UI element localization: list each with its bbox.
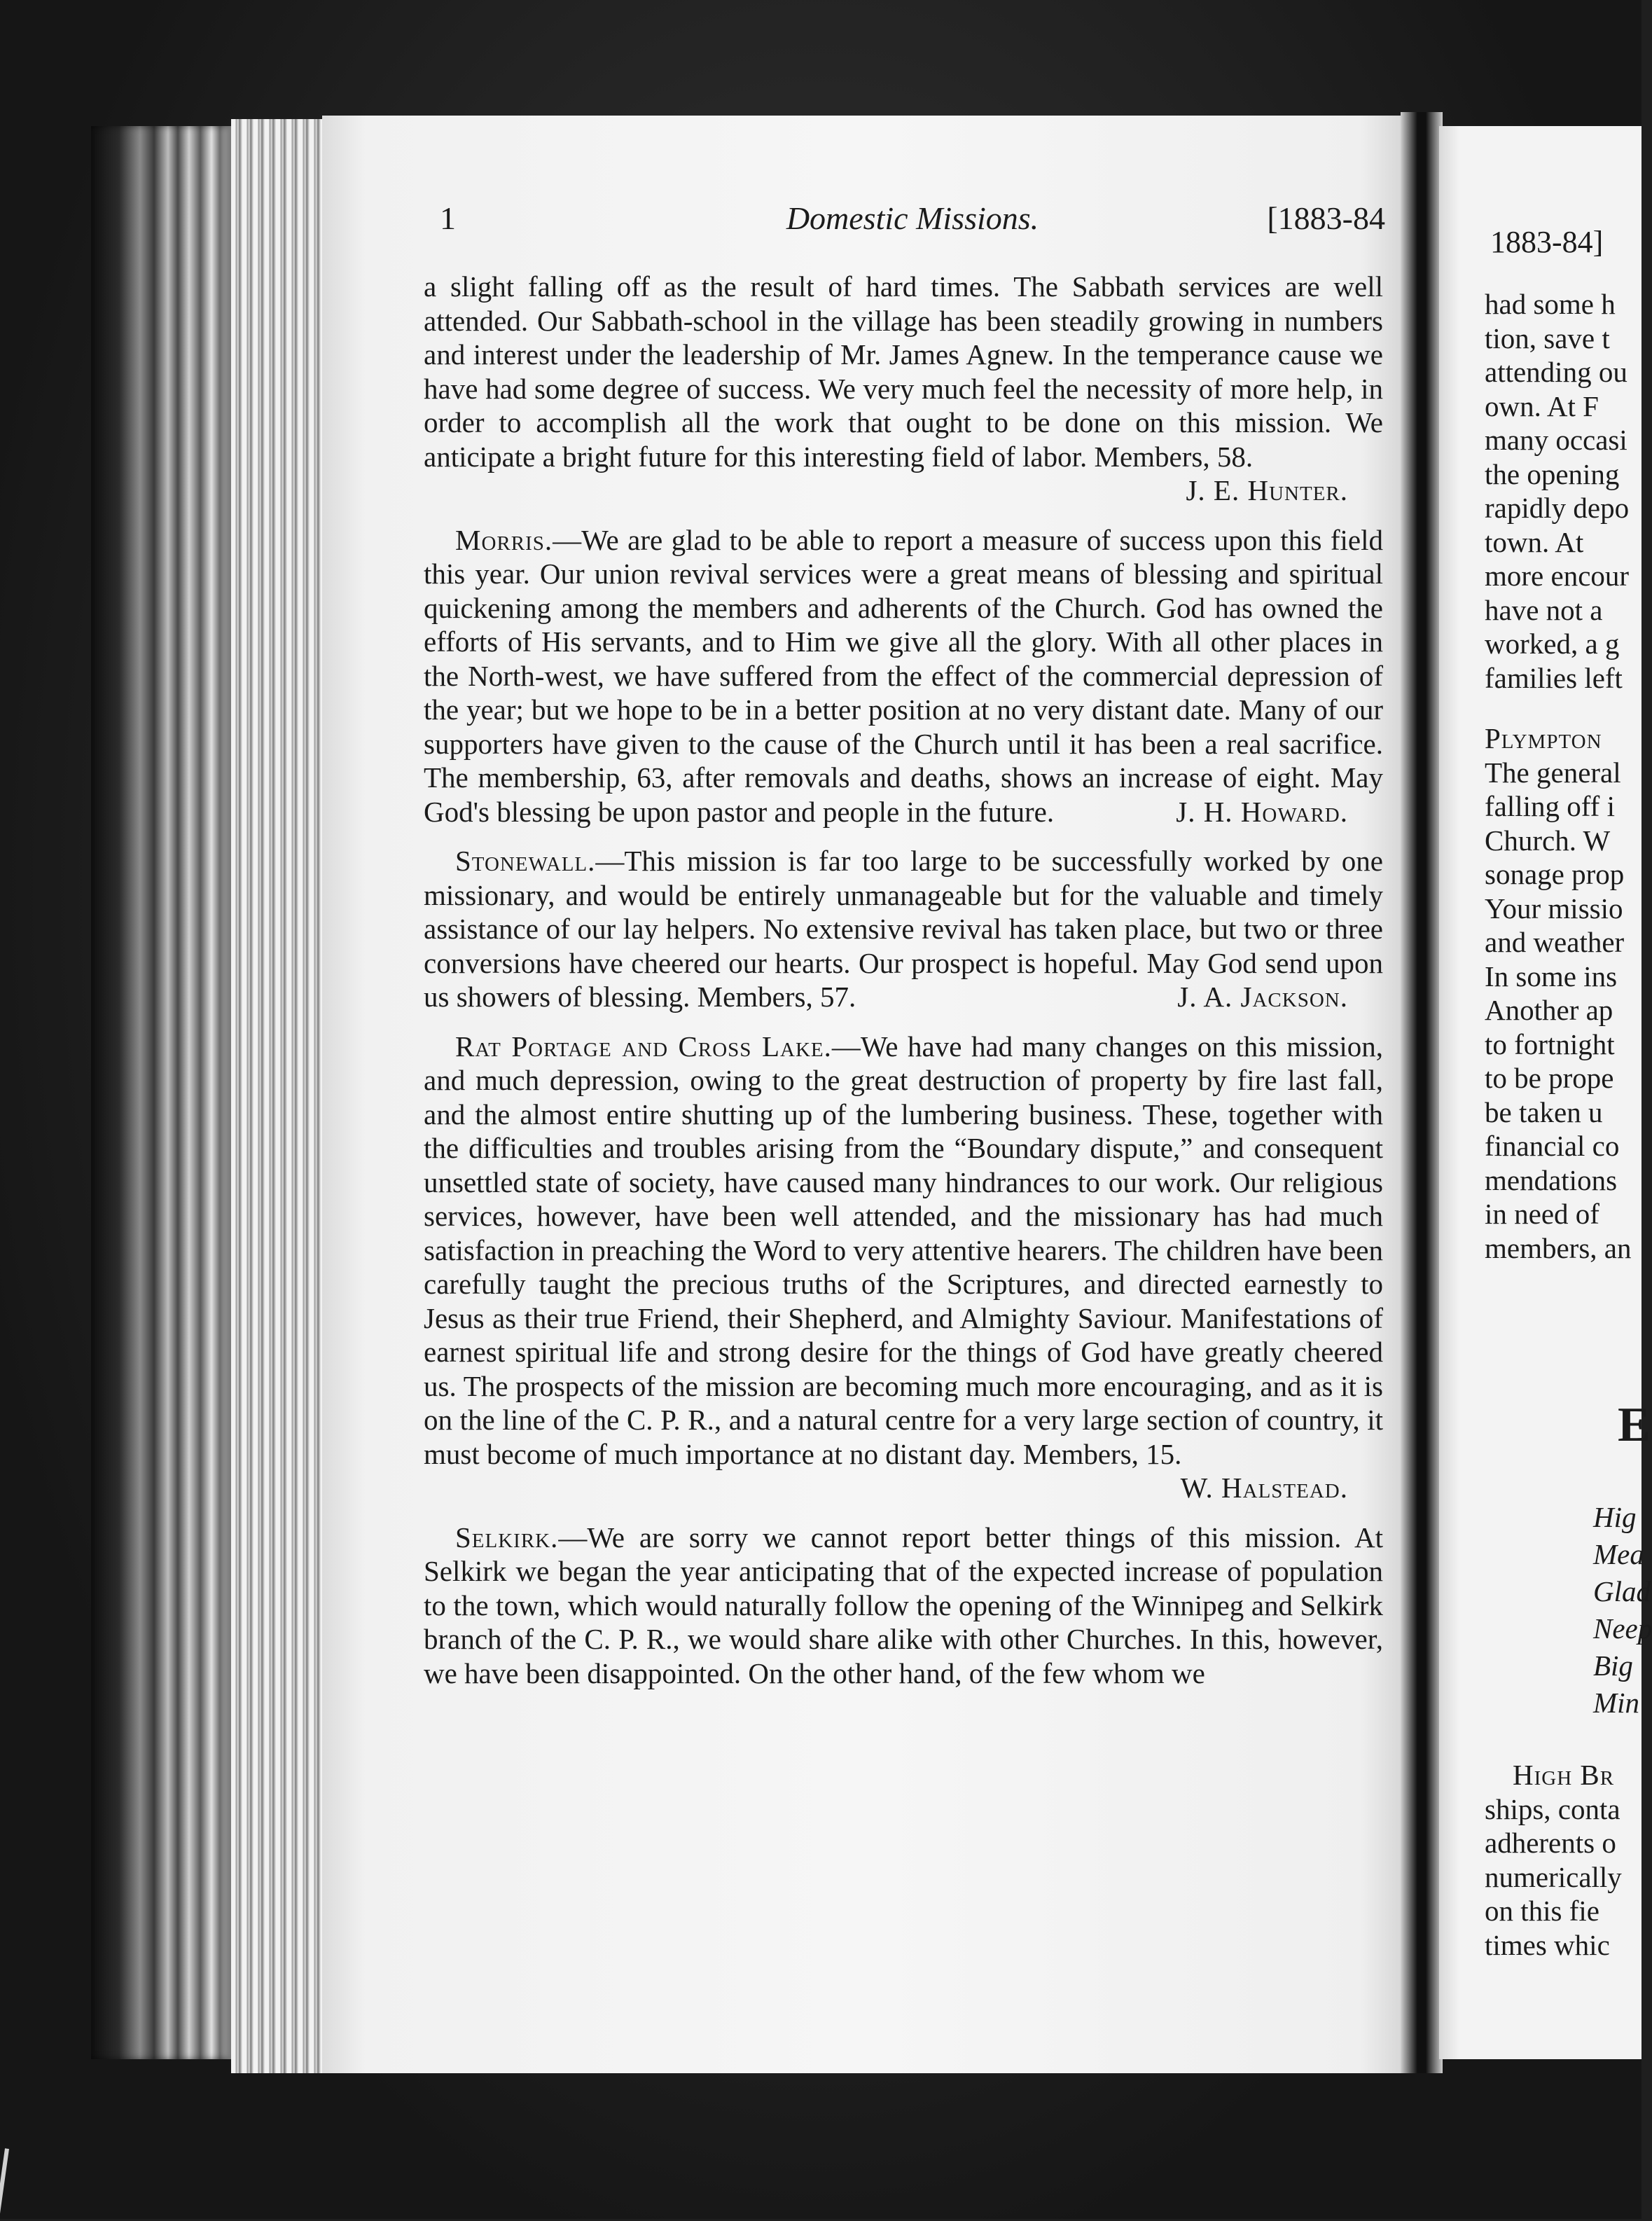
section-heading: Selkirk. bbox=[455, 1521, 559, 1554]
text-line: have not a bbox=[1485, 593, 1603, 626]
list-item: Hig bbox=[1593, 1501, 1637, 1533]
text-line: numerically bbox=[1485, 1860, 1622, 1893]
list-item: Glad bbox=[1593, 1575, 1651, 1607]
text-line: many occasi bbox=[1485, 424, 1627, 456]
section-heading: Rat Portage and Cross Lake. bbox=[455, 1030, 832, 1063]
text-line: had some h bbox=[1485, 288, 1616, 320]
text-line: rapidly depo bbox=[1485, 492, 1630, 524]
text-line: Church. W bbox=[1485, 824, 1611, 857]
running-title: Domestic Missions. bbox=[786, 200, 1039, 236]
signature: J. E. Hunter. bbox=[1186, 474, 1348, 506]
list-item: Big bbox=[1593, 1649, 1633, 1682]
text-line: to fortnight bbox=[1485, 1028, 1615, 1060]
right-page-content bbox=[1485, 0, 1652, 2219]
text-line: and weather bbox=[1485, 926, 1625, 958]
text-line: financial co bbox=[1485, 1130, 1620, 1162]
text-line: attending ou bbox=[1485, 356, 1627, 388]
running-header bbox=[440, 200, 1385, 249]
section-heading: High Br bbox=[1513, 1759, 1615, 1791]
paragraph-text: —We have had many changes on this mission, and much depression, owing to the great destruction of property by fire last fall, and the almost entire shutting up of the lumbering business. These, together with the difficulties and troubles arising from the “Boundary dispute,” and consequent unsettled state of society, have caused many hindrances to our work. Our religious services, however, have been well attended, and the missionary has had much satisfaction in preaching the Word to very attentive hearers. The children have been carefully taught the precious truths of the Scriptures, and directed earnestly to Jesus as their true Friend, their Shepherd, and Almighty Saviour. Manifestations of earnest spiritual life and strong desire for the things of God have greatly cheered us. The prospects of the mission are becoming much more encouraging, and as it is on the line of the C. P. R., and a natural centre for a very large section of country, it must become of much importance at no distant day. Members, 15. bbox=[424, 1030, 1383, 1470]
right-text-block-1 bbox=[1485, 287, 1629, 695]
right-italic-list bbox=[1593, 1499, 1652, 1722]
text-line: be taken u bbox=[1485, 1095, 1603, 1128]
text-line: own. At F bbox=[1485, 389, 1599, 422]
article-body bbox=[424, 270, 1383, 1705]
right-page-header: 1883-84] bbox=[1490, 225, 1604, 259]
text-line: more encour bbox=[1485, 560, 1630, 592]
header-year: [1883-84 bbox=[1267, 200, 1385, 236]
text-line: to be prope bbox=[1485, 1062, 1614, 1094]
text-line: tion, save t bbox=[1485, 321, 1610, 354]
section-heading: Stonewall. bbox=[455, 845, 596, 877]
right-text-block-4 bbox=[1485, 1758, 1622, 1962]
text-line: worked, a g bbox=[1485, 628, 1620, 660]
text-line: The general bbox=[1485, 756, 1621, 789]
page-number: 1 bbox=[440, 200, 456, 236]
text-line: the opening bbox=[1485, 457, 1620, 490]
paragraph-intro bbox=[424, 270, 1383, 508]
signature: W. Halstead. bbox=[1180, 1472, 1348, 1504]
text-line: times whic bbox=[1485, 1928, 1610, 1961]
text-line: mendations bbox=[1485, 1163, 1618, 1196]
text-line: Another ap bbox=[1485, 994, 1613, 1026]
text-line: Your missio bbox=[1485, 892, 1623, 925]
text-line: falling off i bbox=[1485, 790, 1615, 822]
signature: J. H. Howard. bbox=[1176, 795, 1348, 828]
text-line: on this fie bbox=[1485, 1895, 1599, 1927]
paragraph-rat-portage bbox=[424, 1030, 1383, 1505]
text-line: town. At bbox=[1485, 525, 1584, 558]
text-line: in need of bbox=[1485, 1198, 1599, 1230]
text-line: ships, conta bbox=[1485, 1792, 1620, 1825]
text-line: sonage prop bbox=[1485, 858, 1625, 890]
section-heading: Plympton bbox=[1485, 722, 1602, 754]
list-item: Min bbox=[1593, 1687, 1640, 1719]
text-line: adherents o bbox=[1485, 1827, 1616, 1859]
paragraph-text: —We are sorry we cannot report better things of this mission. At Selkirk we began the year anticipating that of the expected increase of population to the town, which would naturally follow the opening of the Winnipeg and Selkirk branch of the C. P. R., we would share alike with other Churches. In this, however, we have been disappointed. On the other hand, of the few whom we bbox=[424, 1521, 1383, 1689]
text-line: members, an bbox=[1485, 1231, 1632, 1264]
section-heading: Morris. bbox=[455, 523, 553, 556]
list-item: Mea bbox=[1593, 1538, 1644, 1570]
text-line: families left bbox=[1485, 661, 1623, 694]
paragraph-morris bbox=[424, 523, 1383, 829]
paragraph-text: a slight falling off as the result of hard times. The Sabbath services are well attended. Our Sabbath-school in the village has been steadily growing in numbers and interest under the leadership of Mr. James Agnew. In the temperance cause we have had some degree of success. We very much feel the necessity of more help, in order to accomplish all the work that ought to be done on this mission. We anticipate a bright future for this interesting field of labor. Members, 58. bbox=[424, 270, 1383, 473]
right-text-block-2 bbox=[1485, 721, 1631, 1265]
paragraph-selkirk bbox=[424, 1521, 1383, 1691]
list-item: Neep bbox=[1593, 1612, 1652, 1645]
signature: J. A. Jackson. bbox=[1177, 981, 1348, 1013]
section-title-fragment: E bbox=[1618, 1398, 1651, 1452]
text-line: In some ins bbox=[1485, 960, 1618, 992]
paragraph-stonewall bbox=[424, 844, 1383, 1014]
paragraph-text: —We are glad to be able to report a measure of success upon this field this year. Our union revival services were a great means of blessing and spiritual quickening among the members and adherents of the Church. God has owned the efforts of His servants, and to Him we give all the glory. With all other places in the North-west, we have suffered from the effect of the commercial depression of the year; but we hope to be in a better position at no very distant date. Many of our supporters have given to the cause of the Church until it has been a real sacrifice. The membership, 63, after removals and deaths, shows an increase of eight. May God's blessing be upon pastor and people in the future. bbox=[424, 523, 1383, 828]
paragraph-text: —This mission is far too large to be successfully worked by one missionary, and would be entirely unmanageable but for the valuable and timely assistance of our lay helpers. No extensive revival has taken place, but two or three conversions have cheered our hearts. Our prospect is hopeful. May God send upon us showers of blessing. Members, 57. bbox=[424, 845, 1383, 1013]
